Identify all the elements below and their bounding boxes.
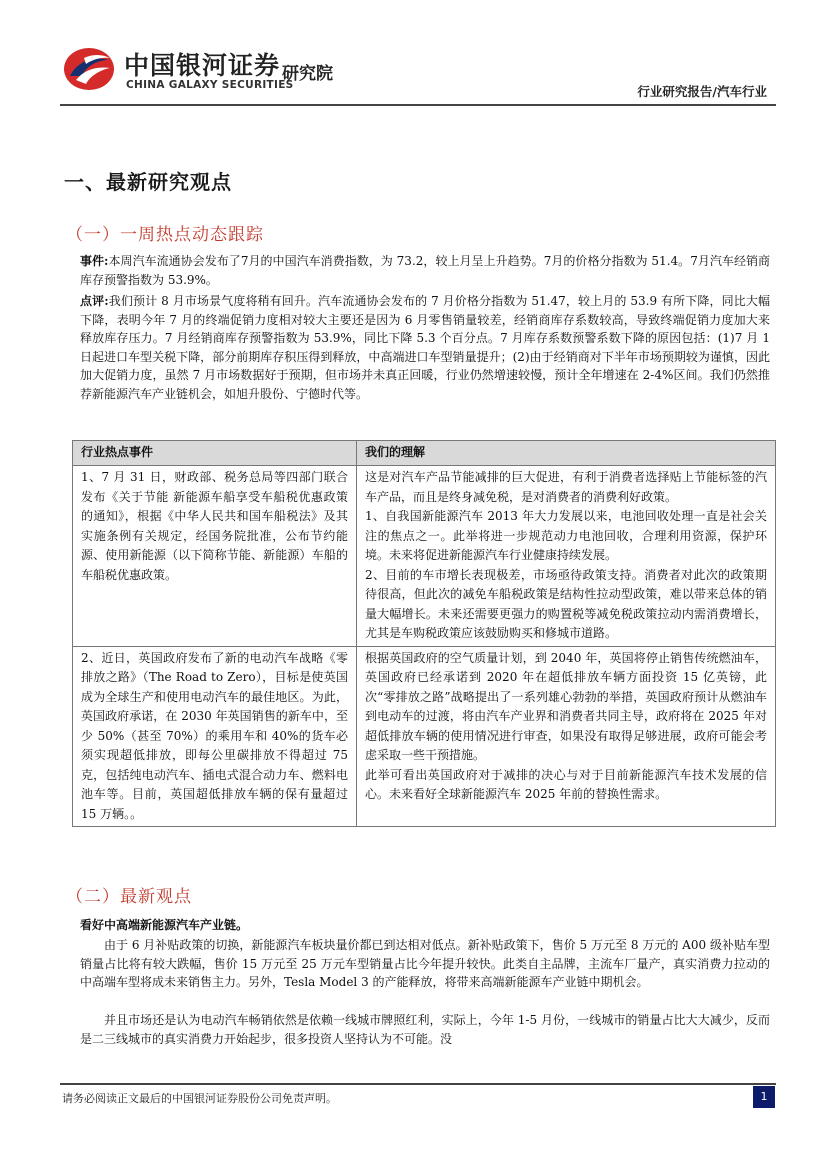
galaxy-logo-icon: [62, 46, 116, 92]
subsection-title-hot-events: （一）一周热点动态跟踪: [66, 225, 264, 245]
view-paragraph: 此举可看出英国政府对于减排的决心与对于目前新能源汽车技术发展的信心。未来看好全球新能源汽车 2025 年前的替换性需求。: [365, 767, 767, 801]
table-header-event: 行业热点事件: [73, 441, 357, 466]
view-paragraph: 2、目前的车市增长表现极差，市场亟待政策支持。消费者对此次的政策期待很高，但此次的减免车船税政策是结构性拉动型政策，难以带来总体的销量大幅增长。未来还需要更强力的购置税等减免税政策拉动内需消费增长，尤其是车购税政策应该鼓励购买和修城市道路。: [365, 567, 767, 640]
page-number: 1: [753, 1086, 775, 1108]
table-cell-view: [357, 466, 776, 647]
comment-paragraph: [80, 292, 770, 403]
body-paragraph: 并且市场还是认为电动汽车畅销依然是依赖一线城市牌照红利，实际上，今年 1-5 月份，一线城市的销量占比大大减少，反而是二三线城市的真实消费力开始起步，很多投资人坚持认为不可能。没: [80, 1013, 770, 1046]
event-paragraph: [80, 252, 770, 289]
hot-events-table: [72, 440, 776, 827]
table-cell-event: 2、近日，英国政府发布了新的电动汽车战略《零排放之路》（The Road to Zero），目标是使英国成为全球生产和使用电动汽车的最佳地区。为此，英国政府承诺，在 2030 年英国销售的新车中，至少 50%（甚至 70%）的乘用车和 40%的货车必须实现超低排放，即每公里碳排放不得超过 75 克，包括纯电动汽车、插电式混合动力车、燃料电池车等。目前，英国超低排放车辆的保有量超过 15 万辆。。: [73, 646, 357, 827]
table-row: [73, 466, 776, 647]
view-paragraph: 这是对汽车产品节能减排的巨大促进，有利于消费者选择贴上节能标签的汽车产品，而且是终身减免税，是对消费者的消费利好政策。: [365, 470, 767, 504]
brand-name-en: CHINA GALAXY SECURITIES: [126, 79, 294, 91]
table-cell-view: [357, 646, 776, 827]
event-text: 本周汽车流通协会发布了7月的中国汽车消费指数，为 73.2，较上月呈上升趋势。7月的价格分指数为 51.4。7月汽车经销商库存预警指数为 53.9%。: [80, 254, 770, 287]
comment-label: 点评:: [80, 294, 109, 308]
highlight-line: 看好中高端新能源汽车产业链。: [80, 918, 249, 932]
footer-disclaimer: 请务必阅读正文最后的中国银河证券股份公司免责声明。: [62, 1092, 337, 1105]
comment-text: 我们预计 8 月市场景气度将稍有回升。汽车流通协会发布的 7 月价格分指数为 51.47，较上月的 53.9 有所下降，同比大幅下降，表明今年 7 月的终端促销力度相对较大主要还是因为 6 月零售销量较差，经销商库存系数较高，导致终端促销力度加大来释放库存压力。7 月经销商库存预警指数为 53.9%，同比下降 5.3 个百分点。7 月库存系数预警系数下降的原因包括：(1)7 月 1 日起进口车型关税下降，部分前期库存积压得到释放，中高端进口车型销量提升；(2)由于经销商对下半年市场预期较为谨慎，因此加大促销力度，虽然 7 月市场数据好于预期，但市场并未真正回暖，行业仍然增速较慢，预计全年增速在 2-4%区间。我们仍然推荐新能源汽车产业链机会，如旭升股份、宁德时代等。: [80, 294, 770, 401]
view-paragraph: 根据英国政府的空气质量计划，到 2040 年，英国将停止销售传统燃油车，英国政府已经承诺到 2020 年在超低排放车辆方面投资 15 亿英镑，此次“零排放之路”战略提出了一系列雄心勃勃的举措，英国政府预计从燃油车到电动车的过渡，将由汽车产业界和消费者共同主导，政府将在 2025 年对超低排放车辆的使用情况进行审查，如果没有取得足够进展，政府可能会考虑采取一些干预措施。: [365, 650, 767, 762]
body-paragraph: 由于 6 月补贴政策的切换，新能源汽车板块量价都已到达相对低点。新补贴政策下，售价 5 万元至 8 万元的 A00 级补贴车型销量占比将有较大跌幅，售价 15 万元至 25 万元车型销量占比今年提升较快。此类自主品牌，主流车厂量产，真实消费力拉动的中高端车型将成未来销售主力。另外，Tesla Model 3 的产能释放，将带来高端新能源车产业链中期机会。: [80, 938, 770, 989]
table-header-view: 我们的理解: [357, 441, 776, 466]
table-cell-event: 1、7 月 31 日，财政部、税务总局等四部门联合发布《关于节能 新能源车船享受车船税优惠政策的通知》，根据《中华人民共和国车船税法》及其实施条例有关规定，经国务院批准，公布节约能源、使用新能源（以下简称节能、新能源）车船的车船税优惠政策。: [73, 466, 357, 647]
subsection-title-latest-views: （二）最新观点: [66, 887, 192, 907]
brand-name-cn: 中国银河证券: [124, 51, 281, 80]
table-header-row: [73, 441, 776, 466]
event-label: 事件:: [80, 254, 109, 268]
report-type: 行业研究报告/汽车行业: [637, 84, 767, 99]
footer-divider: [60, 1083, 776, 1085]
view-paragraph: 1、自我国新能源汽车 2013 年大力发展以来，电池回收处理一直是社会关注的焦点之一。此举将进一步规范动力电池回收，合理利用资源，保护环境。未来将促进新能源汽车行业健康持续发展。: [365, 509, 767, 562]
table-row: [73, 646, 776, 827]
header-divider: [60, 104, 776, 106]
section-title: 一、最新研究观点: [64, 170, 232, 194]
institute-label: 研究院: [282, 64, 333, 84]
